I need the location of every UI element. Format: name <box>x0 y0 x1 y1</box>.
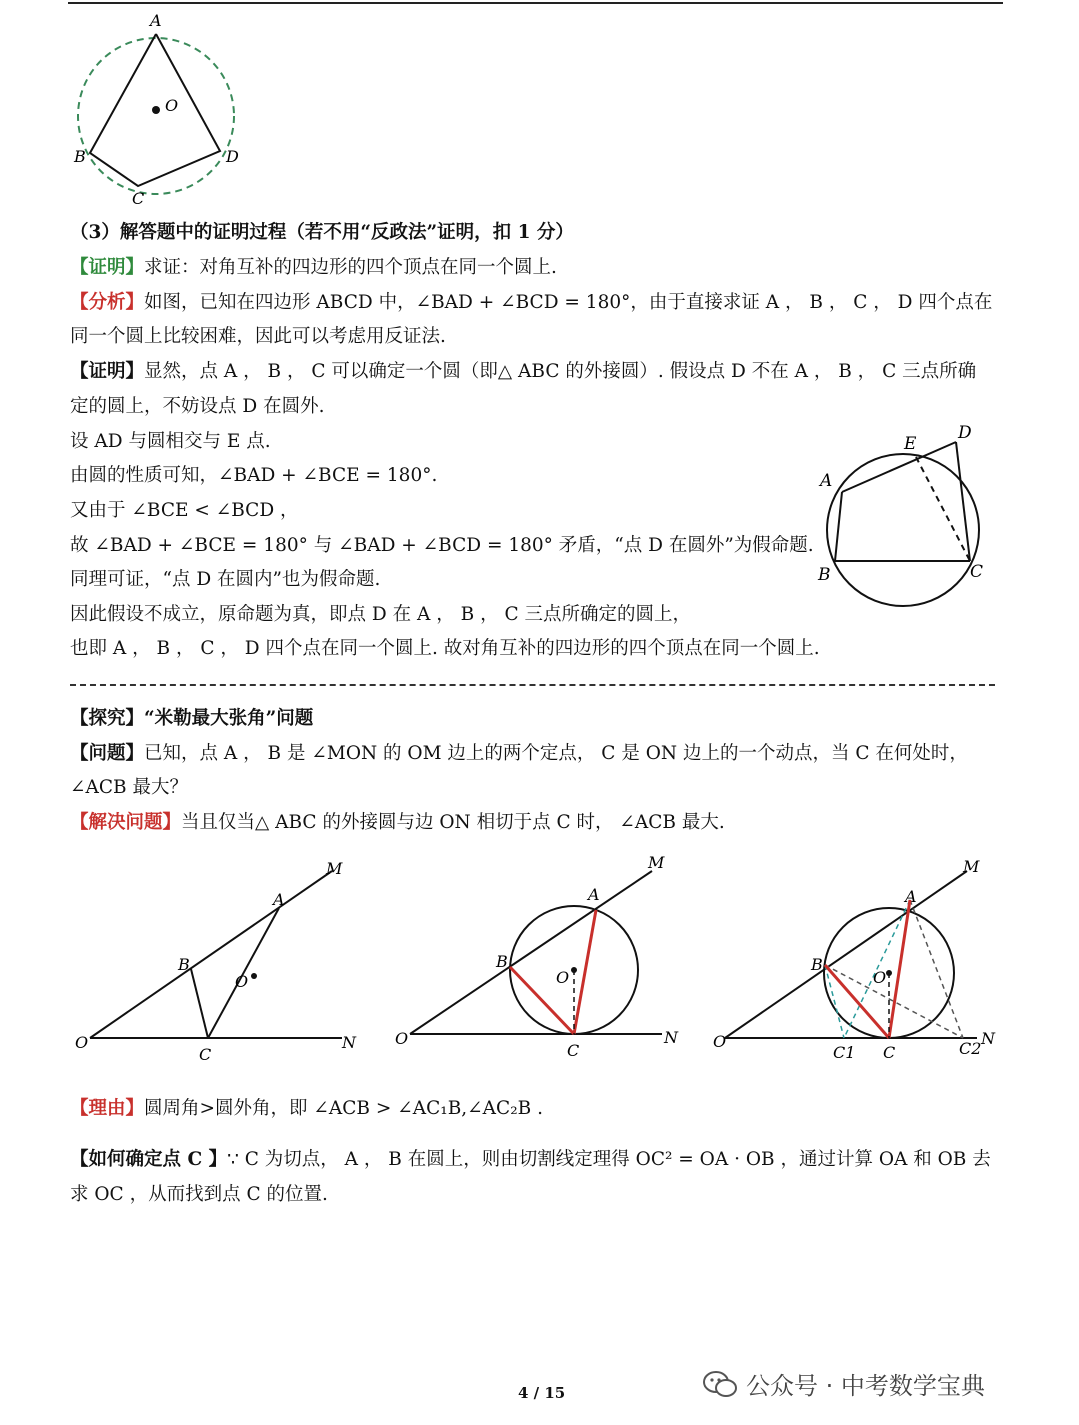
analysis-text-1: 如图，已知在四边形 ABCD 中，∠BAD + ∠BCD = 180°，由于直接求证 A ， B ， C ， D 四个点在 <box>144 292 993 313</box>
claim-tag: 【证明】 <box>70 257 145 278</box>
label-O-prime: O <box>235 972 249 991</box>
figure-miller-3 <box>705 850 1005 1070</box>
label-N: N <box>342 1033 356 1052</box>
explore-text: “米勒最大张角”问题 <box>144 708 314 729</box>
dashed-circle <box>78 38 234 194</box>
proof-line-3: 设 AD 与圆相交与 E 点. <box>70 431 271 452</box>
figure-miller-2 <box>390 850 690 1070</box>
solve-tag: 【解决问题】 <box>70 812 182 833</box>
label-O-prime: O <box>873 968 887 987</box>
wechat-icon <box>702 1369 738 1399</box>
proof-line-7: 同理可证，“点 D 在圆内”也为假命题. <box>70 569 381 590</box>
figure-cyclic-quadrilateral <box>70 10 250 210</box>
page-number: 4 / 15 <box>518 1384 566 1402</box>
top-rule <box>68 2 1003 4</box>
label-M: M <box>326 859 343 878</box>
segment-DC <box>956 442 970 561</box>
proof-line-1 <box>70 359 976 385</box>
claim-line <box>70 255 557 281</box>
label-B: B <box>496 952 508 971</box>
problem-text-1: 已知，点 A ， B 是 ∠MON 的 OM 边上的两个定点， C 是 ON 边上的一个动点，当 C 在何处时， <box>144 743 968 764</box>
ray-OM <box>410 871 652 1034</box>
proof-tag: 【证明】 <box>70 361 145 382</box>
explore-line <box>70 706 313 732</box>
label-C: C <box>199 1045 212 1064</box>
label-O-prime: O <box>556 968 570 987</box>
label-O: O <box>713 1032 727 1051</box>
label-D: D <box>226 147 239 166</box>
figure-miller-1 <box>70 850 370 1070</box>
label-O: O <box>75 1033 89 1052</box>
label-C: C <box>970 562 984 582</box>
segment-AC <box>889 900 910 1038</box>
label-C2: C2 <box>959 1039 982 1058</box>
label-B: B <box>178 955 190 974</box>
howto-line-1 <box>70 1147 991 1173</box>
label-O: O <box>395 1029 409 1048</box>
label-M: M <box>963 857 980 876</box>
label-N: N <box>664 1028 678 1047</box>
proof-line-6: 故 ∠BAD + ∠BCE = 180° 与 ∠BAD + ∠BCD = 180° 矛盾，“点 D 在圆外”为假命题. <box>70 535 814 556</box>
problem-line-2: ∠ACB 最大？ <box>70 777 188 798</box>
watermark-text: 公众号 · 中考数学宝典 <box>746 1372 985 1400</box>
label-C: C <box>567 1041 580 1060</box>
label-A: A <box>273 890 285 909</box>
segment-EC <box>916 457 970 561</box>
reason-line <box>70 1096 543 1122</box>
center-point <box>152 106 160 114</box>
proof-text-1: 显然，点 A ， B ， C 可以确定一个圆（即△ ABC 的外接圆）. 假设点 D 不在 A ， B ， C 三点所确 <box>144 361 977 382</box>
label-B: B <box>74 147 86 166</box>
segment-BC <box>191 969 208 1038</box>
figure-proof-circle <box>810 420 1010 620</box>
howto-tag: 【如何确定点 C 】 <box>70 1149 228 1170</box>
label-A: A <box>588 885 600 904</box>
reason-text: 圆周角>圆外角，即 ∠ACB > ∠AC₁B,∠AC₂B . <box>144 1098 543 1119</box>
label-C1: C1 <box>833 1043 856 1062</box>
proof-line-4: 由圆的性质可知，∠BAD + ∠BCE = 180°. <box>70 465 438 486</box>
analysis-tag: 【分析】 <box>70 292 145 313</box>
label-D: D <box>958 423 972 443</box>
label-C: C <box>883 1043 896 1062</box>
label-A: A <box>820 471 833 491</box>
proof-line-2: 定的圆上，不妨设点 D 在圆外. <box>70 396 325 417</box>
side-ab-bc <box>835 492 970 561</box>
howto-text-1: ∵ C 为切点， A ， B 在圆上，则由切割线定理得 OC² = OA · OB ，通过计算 OA 和 OB 去 <box>227 1149 991 1170</box>
proof-line-9: 也即 A ， B ， C ， D 四个点在同一个圆上. 故对角互补的四边形的四个顶点在同一个圆上. <box>70 638 820 659</box>
label-N: N <box>981 1029 995 1048</box>
label-O: O <box>165 96 179 115</box>
center-point <box>886 970 892 976</box>
proof-line-5: 又由于 ∠BCE < ∠BCD ， <box>70 500 299 521</box>
label-A: A <box>150 11 162 30</box>
analysis-line-2: 同一个圆上比较困难，因此可以考虑用反证法. <box>70 326 446 347</box>
point-O-prime <box>251 973 257 979</box>
howto-line-2: 求 OC ，从而找到点 C 的位置. <box>70 1184 328 1205</box>
explore-tag: 【探究】 <box>70 708 145 729</box>
label-A: A <box>905 887 917 906</box>
label-B: B <box>818 565 831 585</box>
reason-tag: 【理由】 <box>70 1098 145 1119</box>
label-M: M <box>648 853 665 872</box>
part3-heading: （3）解答题中的证明过程（若不用“反政法”证明，扣 1 分） <box>70 222 574 243</box>
analysis-line-1 <box>70 290 992 316</box>
watermark <box>702 1366 985 1401</box>
label-C: C <box>132 189 145 208</box>
segment-AC <box>574 910 596 1034</box>
circle <box>827 454 979 606</box>
problem-tag: 【问题】 <box>70 743 145 764</box>
proof-line-8: 因此假设不成立，原命题为真，即点 D 在 A ， B ， C 三点所确定的圆上， <box>70 604 691 625</box>
solve-line <box>70 810 725 836</box>
section-divider <box>70 684 995 686</box>
label-E: E <box>904 434 917 454</box>
problem-line-1 <box>70 741 968 767</box>
center-point <box>571 967 577 973</box>
ray-OM <box>90 871 332 1038</box>
claim-text: 求证：对角互补的四边形的四个顶点在同一个圆上. <box>144 257 557 278</box>
solve-text: 当且仅当△ ABC 的外接圆与边 ON 相切于点 C 时， ∠ACB 最大. <box>181 812 725 833</box>
label-B: B <box>811 955 823 974</box>
